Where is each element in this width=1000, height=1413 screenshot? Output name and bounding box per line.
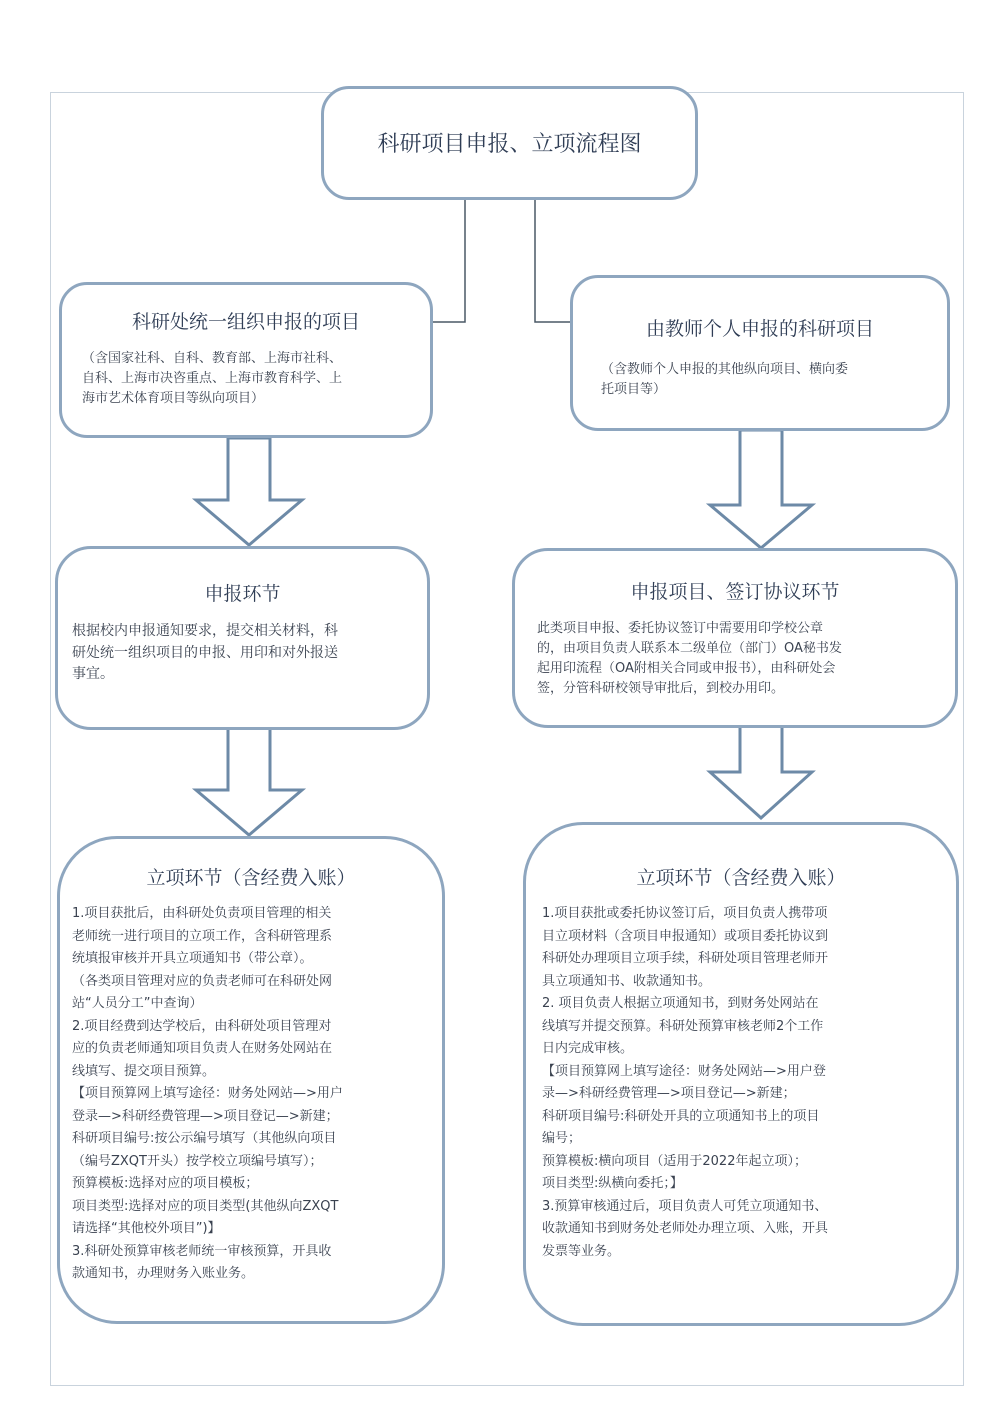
text-line: 【项目预算网上填写途径：财务处网站—>用户 bbox=[72, 1086, 343, 1101]
text-line: 发票等业务。 bbox=[542, 1243, 621, 1259]
down-arrow-icon bbox=[196, 438, 302, 545]
text-line: 项目类型:纵横向委托；】 bbox=[542, 1176, 683, 1191]
text-line: 科研处办理项目立项手续，科研处项目管理老师开 bbox=[542, 951, 829, 966]
connector-right bbox=[535, 200, 570, 322]
text-line: 事宜。 bbox=[72, 666, 114, 683]
text-line: 站“人员分工”中查询） bbox=[72, 996, 203, 1011]
text-line: 款通知书，办理财务入账业务。 bbox=[72, 1266, 255, 1281]
right-mid-text bbox=[537, 619, 842, 700]
text-line: 1.项目获批后，由科研处负责项目管理的相关 bbox=[72, 906, 332, 921]
left-bottom-box bbox=[57, 836, 445, 1324]
text-line: （各类项目管理对应的负责老师可在科研处网 bbox=[72, 973, 333, 989]
text-line: （编号ZXQT开头）按学校立项编号填写）； bbox=[72, 1153, 323, 1169]
text-line: 3.预算审核通过后，项目负责人可凭立项通知书、 bbox=[542, 1198, 828, 1214]
right-mid-title: 申报项目、签订协议环节 bbox=[630, 581, 840, 603]
text-line: 2.项目经费到达学校后，由科研处项目管理对 bbox=[72, 1018, 332, 1034]
text-line: 2. 项目负责人根据立项通知书，到财务处网站在 bbox=[542, 996, 819, 1011]
main-title: 科研项目申报、立项流程图 bbox=[377, 132, 642, 157]
text-line: 请选择“其他校外项目”)】 bbox=[72, 1221, 221, 1236]
text-line: 此类项目申报、委托协议签订中需要用印学校公章 bbox=[537, 621, 824, 636]
text-line: 自科、上海市决咨重点、上海市教育科学、上 bbox=[82, 371, 343, 387]
text-line: 签，分管科研校领导审批后，到校办用印。 bbox=[537, 681, 785, 697]
text-line: 目立项材料（含项目申报通知）或项目委托协议到 bbox=[542, 928, 829, 944]
right-top-text bbox=[601, 360, 848, 400]
text-line: 海市艺术体育项目等纵向项目） bbox=[82, 391, 265, 407]
text-line: 科研项目编号:科研处开具的立项通知书上的项目 bbox=[542, 1108, 820, 1124]
down-arrow-icon bbox=[710, 725, 812, 818]
text-line: 老师统一进行项目的立项工作，含科研管理系 bbox=[72, 928, 333, 944]
text-line: 预算模板:横向项目（适用于2022年起立项）； bbox=[542, 1153, 807, 1169]
text-line: 预算模板:选择对应的项目模板； bbox=[72, 1176, 259, 1191]
text-line: 日内完成审核。 bbox=[542, 1041, 634, 1056]
text-line: 研处统一组织项目的申报、用印和对外报送 bbox=[72, 644, 338, 661]
main-title-box bbox=[321, 86, 698, 200]
text-line: 【项目预算网上填写途径：财务处网站—>用户登 bbox=[542, 1063, 826, 1079]
left-mid-box bbox=[55, 546, 430, 730]
text-line: 起用印流程（OA附相关合同或申报书），由科研处会 bbox=[537, 661, 836, 677]
text-line: 科研项目编号:按公示编号填写（其他纵向项目 bbox=[72, 1131, 337, 1146]
right-bottom-text bbox=[542, 903, 828, 1263]
left-bottom-text bbox=[72, 903, 343, 1286]
left-top-title: 科研处统一组织申报的项目 bbox=[131, 311, 360, 333]
left-top-text bbox=[82, 349, 342, 409]
text-line: （含国家社科、自科、教育部、上海市社科、 bbox=[82, 351, 343, 366]
left-mid-title: 申报环节 bbox=[204, 583, 281, 605]
text-line: 收款通知书到财务处老师处办理立项、入账，开具 bbox=[542, 1221, 829, 1236]
left-mid-text bbox=[72, 621, 338, 686]
right-bottom-box bbox=[523, 822, 959, 1326]
right-top-title: 由教师个人申报的科研项目 bbox=[645, 318, 874, 340]
text-line: （含教师个人申报的其他纵向项目、横向委 bbox=[601, 362, 849, 377]
text-line: 编号； bbox=[542, 1131, 582, 1146]
text-line: 具立项通知书、收款通知书。 bbox=[542, 973, 712, 989]
left-bottom-title: 立项环节（含经费入账） bbox=[146, 867, 356, 889]
connector-left bbox=[432, 200, 465, 322]
down-arrow-icon bbox=[710, 430, 812, 548]
text-line: 录—>科研经费管理—>项目登记—>新建； bbox=[542, 1086, 796, 1101]
right-bottom-title: 立项环节（含经费入账） bbox=[636, 867, 846, 889]
text-line: 根据校内申报通知要求，提交相关材料，科 bbox=[72, 623, 338, 639]
right-mid-box bbox=[512, 548, 958, 728]
text-line: 线填写并提交预算。科研处预算审核老师2个工作 bbox=[542, 1018, 824, 1034]
text-line: 的，由项目负责人联系本二级单位（部门）OA秘书发 bbox=[537, 641, 842, 657]
text-line: 登录—>科研经费管理—>项目登记—>新建； bbox=[72, 1108, 339, 1124]
text-line: 统填报审核并开具立项通知书（带公章）。 bbox=[72, 951, 313, 966]
text-line: 应的负责老师通知项目负责人在财务处网站在 bbox=[72, 1041, 333, 1056]
text-line: 3.科研处预算审核老师统一审核预算，开具收 bbox=[72, 1243, 332, 1259]
text-line: 托项目等） bbox=[601, 382, 667, 398]
text-line: 线填写、提交项目预算。 bbox=[72, 1063, 216, 1079]
text-line: 项目类型:选择对应的项目类型(其他纵向ZXQT bbox=[72, 1198, 339, 1214]
right-top-box bbox=[570, 275, 950, 431]
down-arrow-icon bbox=[196, 728, 302, 835]
left-top-box bbox=[59, 282, 433, 438]
text-line: 1.项目获批或委托协议签订后，项目负责人携带项 bbox=[542, 906, 828, 921]
